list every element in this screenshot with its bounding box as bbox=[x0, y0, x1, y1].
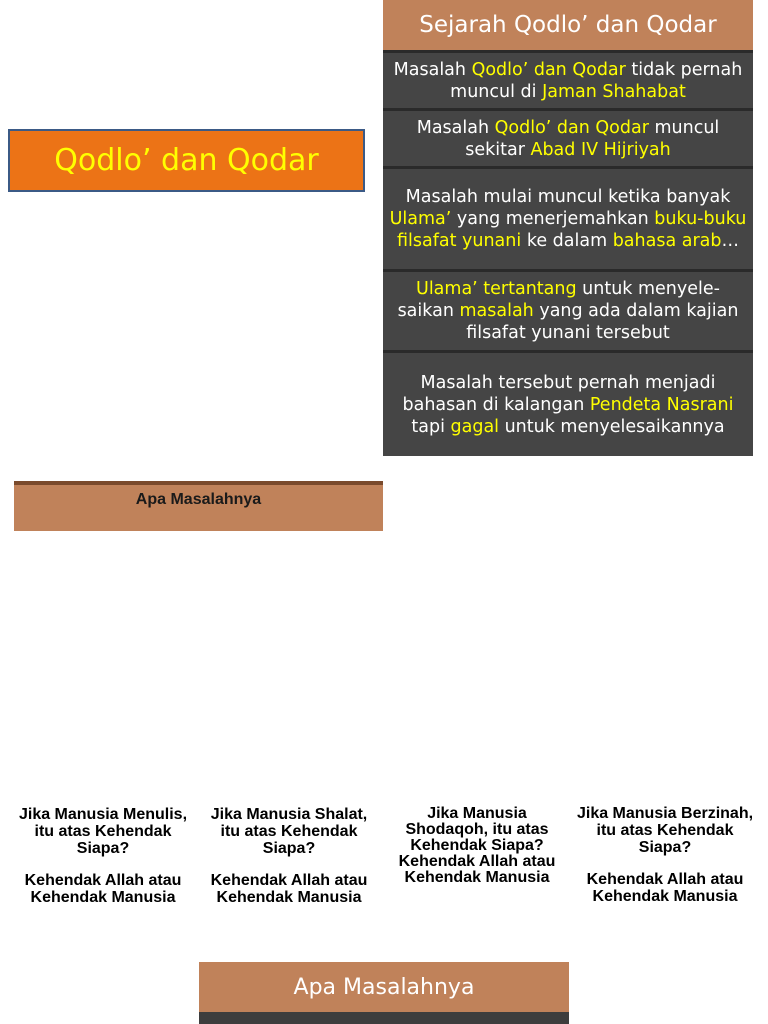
highlight-text: masalah bbox=[459, 301, 534, 321]
plain-text: tapi bbox=[411, 416, 451, 437]
sejarah-row bbox=[383, 53, 753, 111]
row-text bbox=[389, 186, 747, 252]
sejarah-header bbox=[383, 0, 753, 53]
sejarah-title: Sejarah Qodlo’ dan Qodar bbox=[419, 12, 717, 38]
highlight-text: gagal bbox=[450, 416, 500, 437]
plain-text: Masalah bbox=[416, 117, 495, 138]
plain-text: yang menerjemahkan bbox=[451, 209, 655, 229]
highlight-text: Abad IV Hijriyah bbox=[530, 139, 671, 160]
row-text bbox=[389, 59, 747, 103]
plain-text: Masalah mulai muncul ketika banyak bbox=[405, 187, 731, 207]
plain-text: untuk menyelesaikannya bbox=[499, 416, 725, 437]
question-text: Jika Manusia Menulis, itu atas Kehendak Siapa? bbox=[18, 806, 188, 857]
answer-text: Kehendak Allah atau Kehendak Manusia bbox=[398, 853, 556, 886]
slide-title: Qodlo’ dan Qodar bbox=[54, 143, 319, 178]
answer-text: Kehendak Allah atau Kehendak Manusia bbox=[586, 871, 744, 905]
title-slide bbox=[8, 129, 365, 192]
sejarah-row bbox=[383, 111, 753, 169]
plain-text: yang ada dalam kajian filsafat yunani tersebut bbox=[466, 301, 739, 343]
question-text: Jika Manusia Shalat, itu atas Kehendak Siapa? bbox=[210, 806, 368, 857]
bottom-header bbox=[199, 962, 569, 1012]
sejarah-row bbox=[383, 272, 753, 353]
answer-text: Kehendak Allah atau Kehendak Manusia bbox=[24, 872, 182, 906]
highlight-text: Pendeta Nasrani bbox=[589, 394, 734, 415]
highlight-text: buku-buku filsafat yunani bbox=[396, 209, 747, 251]
row-text bbox=[389, 278, 747, 344]
highlight-text: Jaman Shahabat bbox=[542, 81, 686, 102]
highlight-text: Qodlo’ dan Qodar bbox=[494, 117, 649, 138]
question-text: Jika Manusia Shodaqoh, itu atas Kehendak Siapa? bbox=[405, 805, 549, 854]
question-column bbox=[576, 805, 754, 905]
masalah-header bbox=[14, 481, 383, 531]
plain-text: tidak pernah muncul di bbox=[450, 59, 743, 102]
masalah-title: Apa Masalahnya bbox=[135, 491, 262, 508]
question-text: Jika Manusia Berzinah, itu atas Kehendak Siapa? bbox=[576, 805, 754, 856]
plain-text: … bbox=[721, 231, 739, 251]
question-column bbox=[200, 806, 378, 906]
answer-text: Kehendak Allah atau Kehendak Manusia bbox=[210, 872, 368, 906]
question-column bbox=[14, 806, 192, 906]
bottom-title: Apa Masalahnya bbox=[293, 974, 475, 1000]
plain-text: Masalah bbox=[393, 59, 472, 80]
plain-text: ke dalam bbox=[521, 231, 613, 251]
plain-text: untuk menyele-saikan bbox=[397, 279, 720, 321]
highlight-text: bahasa arab bbox=[612, 231, 722, 251]
bottom-slide bbox=[199, 962, 569, 1024]
row-text bbox=[389, 117, 747, 161]
sejarah-slide bbox=[383, 0, 753, 456]
question-column bbox=[388, 806, 566, 886]
sejarah-row bbox=[383, 353, 753, 456]
plain-text: Masalah tersebut pernah menjadi bahasan di kalangan bbox=[402, 372, 716, 415]
row-text bbox=[389, 372, 747, 438]
highlight-text: Ulama’ bbox=[389, 209, 452, 229]
highlight-text: Ulama’ tertantang bbox=[416, 279, 577, 299]
sejarah-row bbox=[383, 169, 753, 272]
highlight-text: Qodlo’ dan Qodar bbox=[471, 59, 626, 80]
plain-text: muncul sekitar bbox=[465, 117, 720, 160]
